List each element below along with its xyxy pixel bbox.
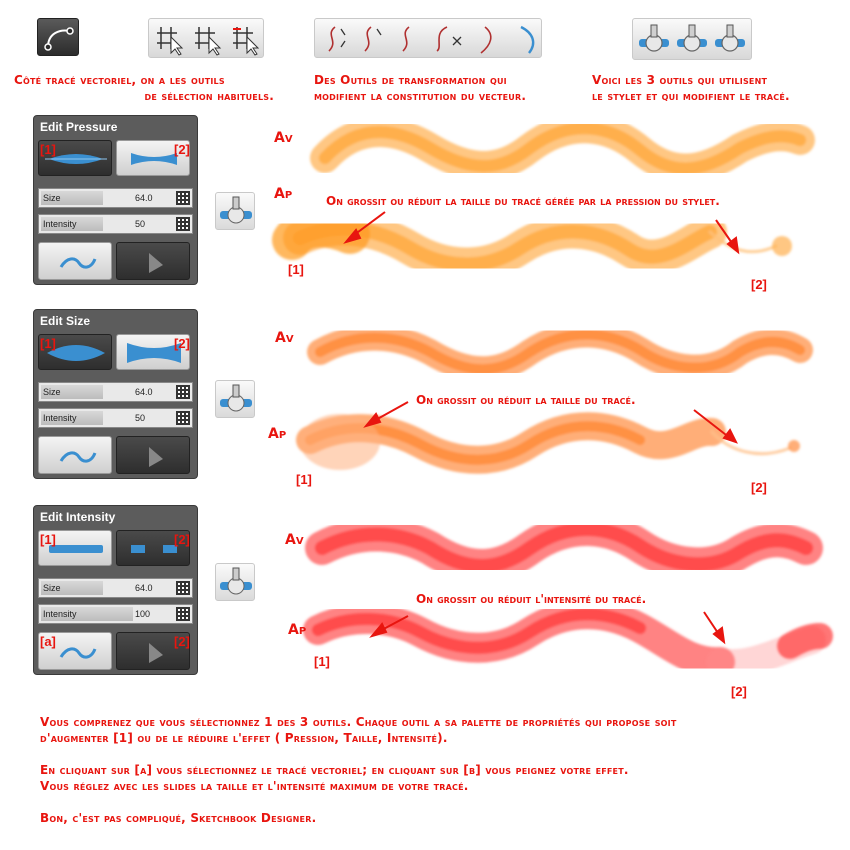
- transform-caption-line2: modifient la constitution du vecteur.: [314, 89, 527, 103]
- footer-p2-line2: Vous réglez avec les slides la taille et l'intensité maximum de votre tracé.: [40, 779, 469, 793]
- mark-2-intensity: [2]: [731, 684, 747, 699]
- mark-2-pressure: [2]: [751, 277, 767, 292]
- label-2-bottom: [2]: [174, 634, 190, 649]
- size-note: On grossit ou réduit la taille du tracé.: [416, 393, 636, 407]
- vector-caption-line1: Côté tracé vectoriel, on a les outils: [14, 73, 225, 87]
- intensity-stroke-before: [322, 529, 806, 566]
- pressure-stroke-before: [325, 128, 800, 168]
- av-label-intensity: Av: [285, 532, 304, 548]
- size-label: Size: [43, 583, 61, 593]
- footer-p1-line2: d'augmenter [1] ou de le réduire l'effet ( Pression, Taille, Intensité).: [40, 731, 448, 745]
- mark-2-size: [2]: [751, 480, 767, 495]
- intensity-label: Intensity: [43, 413, 77, 423]
- size-value: 64.0: [135, 193, 153, 203]
- label-2: [2]: [174, 532, 190, 547]
- intensity-value: 50: [135, 219, 146, 229]
- intensity-value: 50: [135, 413, 146, 423]
- footer-p1-line1: Vous comprenez que vous sélectionnez 1 des 3 outils. Chaque outil a sa palette de propriétés qui propose soit: [40, 715, 677, 729]
- panel-title: Edit Intensity: [40, 510, 116, 524]
- intensity-label: Intensity: [43, 219, 77, 229]
- av-label-size: Av: [275, 330, 294, 346]
- vector-caption-line2: de sélection habituels.: [144, 89, 274, 103]
- mark-1-pressure: [1]: [288, 262, 304, 277]
- panel-title: Edit Pressure: [40, 120, 118, 134]
- size-value: 64.0: [135, 387, 153, 397]
- stylus-caption-line1: Voici les 3 outils qui utilisent: [592, 73, 768, 87]
- label-2: [2]: [174, 336, 190, 351]
- transform-caption-line1: Des Outils de transformation qui: [314, 73, 507, 87]
- panel-title: Edit Size: [40, 314, 91, 328]
- mark-1-size: [1]: [296, 472, 312, 487]
- size-stroke-before: [320, 334, 800, 369]
- av-label-pressure: Av: [274, 130, 293, 146]
- intensity-label: Intensity: [43, 609, 77, 619]
- intensity-value: 100: [135, 609, 151, 619]
- label-1: [1]: [40, 142, 56, 157]
- ap-label-size: Ap: [268, 426, 287, 442]
- footer-p2-line1: En cliquant sur [a] vous sélectionnez le tracé vectoriel; en cliquant sur [b] vous peignez votre effet.: [40, 763, 629, 777]
- footer-text: [40, 714, 840, 826]
- mark-1-intensity: [1]: [314, 654, 330, 669]
- pressure-stroke-after: [292, 227, 792, 264]
- pressure-note: On grossit ou réduit la taille du tracé gérée par la pression du stylet.: [326, 194, 720, 208]
- ap-label-intensity: Ap: [288, 622, 307, 638]
- intensity-stroke-after: [318, 614, 820, 663]
- ap-label-pressure: Ap: [274, 186, 293, 202]
- label-2: [2]: [174, 142, 190, 157]
- size-value: 64.0: [135, 583, 153, 593]
- label-a: [a]: [40, 634, 56, 649]
- footer-p3: Bon, c'est pas compliqué, Sketchbook Designer.: [40, 811, 317, 825]
- intensity-note: On grossit ou réduit l'intensité du tracé.: [416, 592, 647, 606]
- label-1: [1]: [40, 532, 56, 547]
- label-1: [1]: [40, 336, 56, 351]
- size-label: Size: [43, 387, 61, 397]
- size-label: Size: [43, 193, 61, 203]
- stylus-caption-line2: le stylet et qui modifient le tracé.: [592, 89, 790, 103]
